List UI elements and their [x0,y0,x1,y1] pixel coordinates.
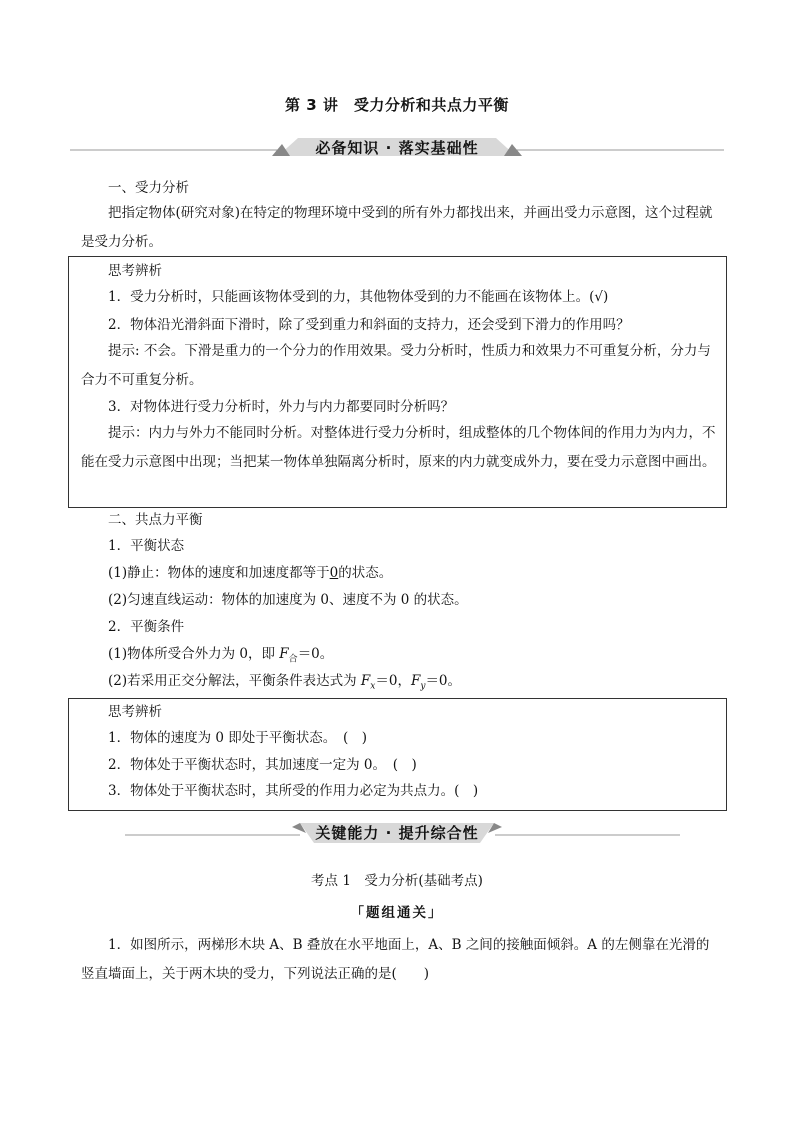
think-hint-2: 提示: 不会。下滑是重力的一个分力的作用效果。受力分析时，性质力和效果力不可重复分析，分力与合力不可重复分析。 [81,343,711,388]
think-item-3: 3．对物体进行受力分析时，外力与内力都要同时分析吗？ [108,399,455,415]
part2-sub2: 2．平衡条件 [108,619,185,635]
section-banner-2 [0,819,794,849]
think-item-1: 1．物体的速度为 0 即处于平衡状态。 ( ) [108,730,368,746]
cond1-sub: 合 [288,654,298,665]
banner-text: 关键能力 · 提升综合性 [315,824,479,842]
static-suffix: 的状态。 [338,565,393,581]
think-item-2: 2．物体处于平衡状态时，其加速度一定为 0。 ( ) [108,757,417,773]
condition-2 [108,671,461,697]
question-1: 1．如图所示，两梯形木块 A、B 叠放在水平地面上，A、B 之间的接触面倾斜。A 的左侧靠在光滑的竖直墙面上，关于两木块的受力，下列说法正确的是( ) [81,937,710,982]
static-value: 0 [329,565,339,581]
static-state [108,563,392,583]
section-banner-1 [0,132,794,162]
think-box-2 [68,698,727,811]
think-box-heading: 思考辨析 [108,704,162,720]
think-item-1: 1．受力分析时，只能画该物体受到的力，其他物体受到的力不能画在该物体上。(√) [108,289,609,305]
think-box-heading: 思考辨析 [108,263,162,279]
cond2-y: y [420,681,426,692]
tizu-heading: 「题组通关」 [350,905,444,921]
part2-heading: 二、共点力平衡 [108,512,203,528]
part1-paragraph: 把指定物体(研究对象)在特定的物理环境中受到的所有外力都找出来，并画出受力示意图，这个过程就是受力分析。 [81,205,713,250]
kaodian-heading: 考点 1 受力分析(基础考点) [311,873,483,889]
think-item-2: 2．物体沿光滑斜面下滑时，除了受到重力和斜面的支持力，还会受到下滑力的作用吗？ [108,317,630,333]
cond2-prefix: (2)若采用正交分解法，平衡条件表达式为 [108,673,361,689]
cond2-mid: ＝0， [375,673,411,689]
part1-heading: 一、受力分析 [108,180,189,196]
banner-text: 必备知识 · 落实基础性 [315,139,479,157]
cond1-F: F [279,646,289,662]
think-item-3: 3．物体处于平衡状态时，其所受的作用力必定为共点力。( ) [108,783,479,799]
condition-1 [108,644,333,670]
part2-sub1: 1．平衡状态 [108,538,185,554]
cond2-Fy: F [410,673,421,689]
cond1-prefix: (1)物体所受合外力为 0，即 [108,646,280,662]
cond1-suffix: ＝0。 [297,646,334,662]
uniform-motion: (2)匀速直线运动：物体的加速度为 0、速度不为 0 的状态。 [108,592,468,608]
page-title: 第 3 讲 受力分析和共点力平衡 [285,96,509,114]
think-hint-3: 提示：内力与外力不能同时分析。对整体进行受力分析时，组成整体的几个物体间的作用力为内力，不能在受力示意图中出现；当把某一物体单独隔离分析时，原来的内力就变成外力，要在受力示意图中画出。 [81,425,716,470]
cond2-x: x [370,681,376,692]
static-prefix: (1)静止：物体的速度和加速度都等于 [108,565,330,581]
cond2-suffix: ＝0。 [425,673,462,689]
think-box-1 [68,256,727,508]
cond2-Fx: F [360,673,371,689]
